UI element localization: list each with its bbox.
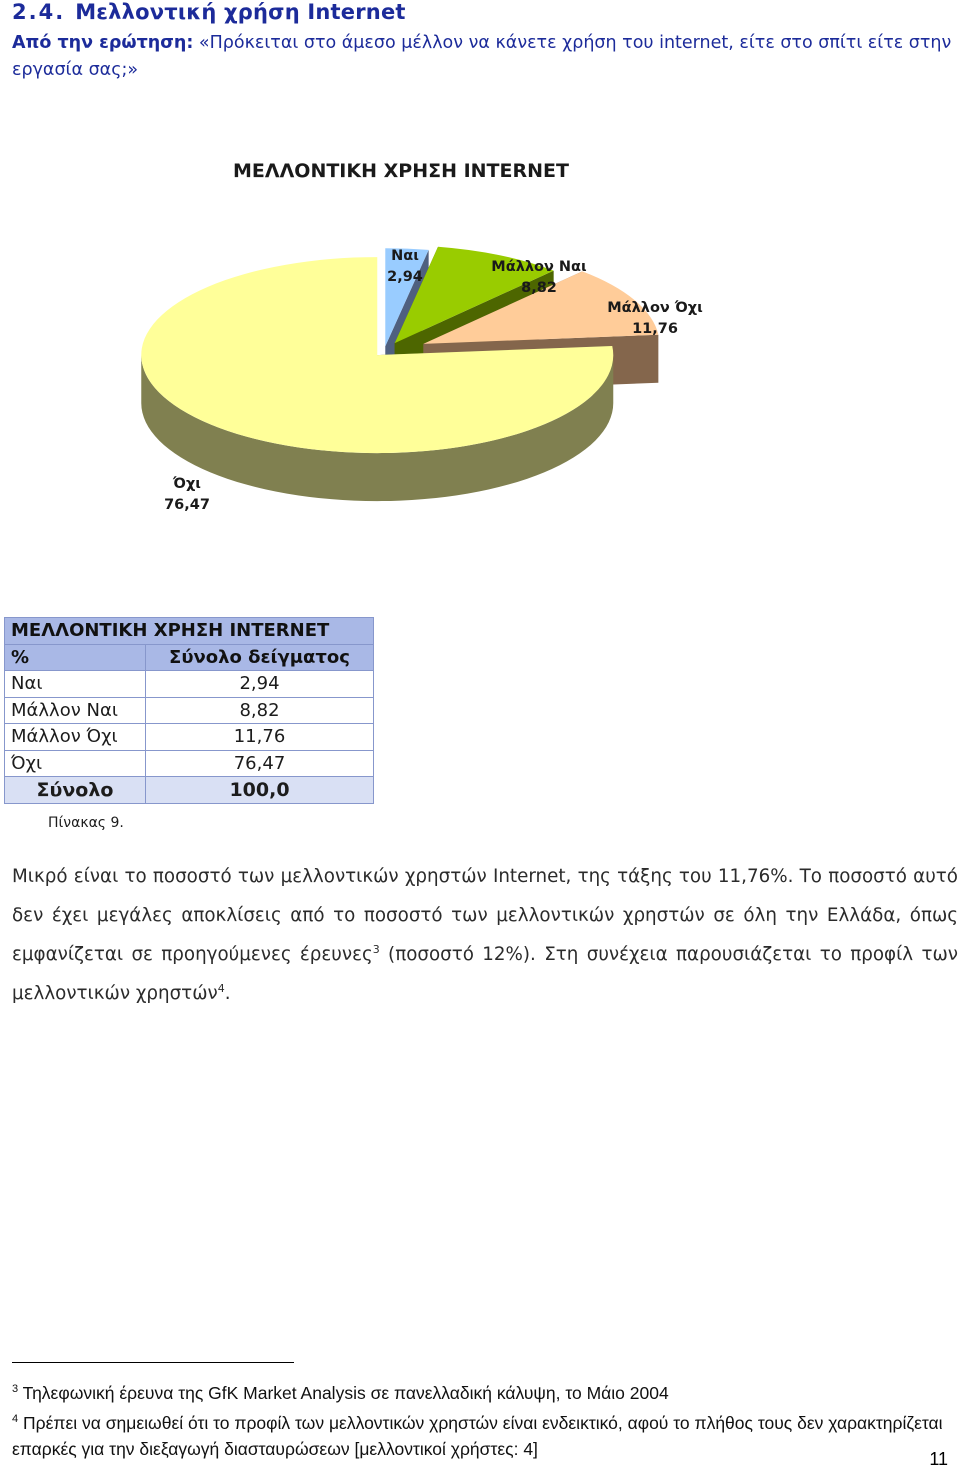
table-title: ΜΕΛΛΟΝΤΙΚΗ ΧΡΗΣΗ INTERNET — [5, 618, 374, 645]
footnote — [12, 1406, 958, 1462]
footnote-ref[interactable]: 3 — [372, 942, 380, 956]
pie-chart — [0, 230, 802, 530]
footnote-text: Τηλεφωνική έρευνα της GfK Market Analysis σε πανελλαδική κάλυψη, το Μάιο 2004 — [18, 1382, 669, 1403]
pie-slice-value-label: 2,94 — [387, 269, 423, 285]
pie-slice-name-label: Μάλλον Ναι — [491, 259, 587, 275]
body-text-part: (ποσοστό 12%). Στη συνέχεια παρουσιάζεται το προφίλ των μελλοντικών χρηστών — [12, 944, 958, 1004]
section-title: Μελλοντική χρήση Internet — [75, 0, 406, 24]
table-total-row — [5, 777, 374, 804]
pie-slice-value-label: 8,82 — [521, 280, 557, 296]
row-value: 8,82 — [146, 697, 374, 724]
question-text: «Πρόκειται στο άμεσο μέλλον να κάνετε χρήση του internet, είτε στο σπίτι είτε στην εργασία σας;» — [12, 33, 952, 80]
table-header-row — [5, 644, 374, 671]
footnote-number: 3 — [12, 1383, 19, 1395]
page-number: 11 — [929, 1449, 948, 1469]
data-table — [4, 617, 374, 804]
question-block — [12, 30, 952, 84]
footnote — [12, 1376, 958, 1406]
body-paragraph — [12, 857, 958, 1013]
footnote-text: Πρέπει να σημειωθεί ότι το προφίλ των μελλοντικών χρηστών είναι ενδεικτικό, αφού το πλήθος τους δεν χαρακτηρίζεται επαρκές για την διεξαγωγή διασταυρώσεων [μελλοντικοί χρήστες: 4] — [12, 1412, 943, 1459]
row-value: 11,76 — [146, 724, 374, 751]
body-text-part: . — [224, 983, 231, 1004]
pie-slice-name-label: Όχι — [173, 476, 201, 492]
row-value: 76,47 — [146, 750, 374, 777]
row-label: Μάλλον Όχι — [5, 724, 146, 751]
col-header-percent: % — [5, 644, 146, 671]
total-value: 100,0 — [146, 777, 374, 804]
col-header-total-sample: Σύνολο δείγματος — [146, 644, 374, 671]
row-label: Όχι — [5, 750, 146, 777]
section-heading — [12, 0, 406, 24]
table-row — [5, 750, 374, 777]
row-value: 2,94 — [146, 671, 374, 698]
pie-slice-name-label: Μάλλον Όχι — [607, 300, 703, 316]
pie-slice-value-label: 76,47 — [164, 497, 210, 513]
footnote-divider — [12, 1362, 294, 1363]
table-row — [5, 697, 374, 724]
table-row — [5, 671, 374, 698]
row-label: Μάλλον Ναι — [5, 697, 146, 724]
pie-slice-value-label: 11,76 — [632, 321, 678, 337]
section-number: 2.4. — [12, 0, 66, 24]
row-label: Ναι — [5, 671, 146, 698]
footnote-ref[interactable]: 4 — [217, 981, 225, 995]
question-prefix: Από την ερώτηση: — [12, 33, 194, 53]
table-row — [5, 724, 374, 751]
table-caption: Πίνακας 9. — [48, 815, 124, 831]
body-text-part: Μικρό είναι το ποσοστό των μελλοντικών χρηστών Internet, της τάξης του 11,76%. Το ποσοστό αυτό δεν έχει μεγάλες αποκλίσεις από το ποσοστό των μελλοντικών χρηστών σε όλη την Ελλάδα, όπως εμφανίζεται σε προηγούμενες έρευνες — [12, 866, 958, 965]
total-label: Σύνολο — [5, 777, 146, 804]
footnote-number: 4 — [12, 1412, 19, 1425]
pie-slice-name-label: Ναι — [391, 248, 419, 264]
table-title-row — [5, 618, 374, 645]
footnotes — [12, 1376, 958, 1462]
chart-title: ΜΕΛΛΟΝΤΙΚΗ ΧΡΗΣΗ INTERNET — [233, 160, 569, 182]
